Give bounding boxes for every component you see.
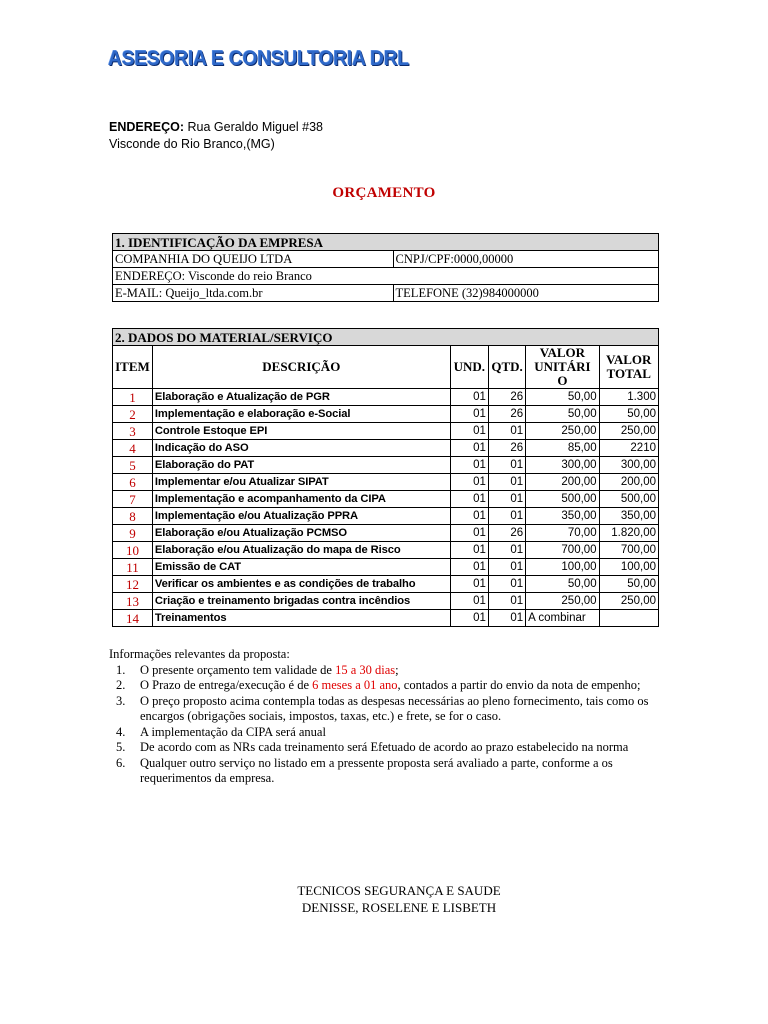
row-total-value: 300,00 bbox=[599, 457, 658, 474]
row-description: Implementação e elaboração e-Social bbox=[152, 406, 450, 423]
row-item-number: 5 bbox=[113, 457, 153, 474]
table-row bbox=[113, 525, 659, 542]
row-description: Emissão de CAT bbox=[152, 559, 450, 576]
info-item-number: 1. bbox=[116, 662, 126, 677]
row-unit-value: 300,00 bbox=[526, 457, 599, 474]
table-row bbox=[113, 576, 659, 593]
table-row bbox=[113, 406, 659, 423]
info-item-number: 4. bbox=[116, 724, 126, 739]
row-quantity: 26 bbox=[488, 406, 525, 423]
table-row bbox=[113, 610, 659, 627]
row-quantity: 26 bbox=[488, 389, 525, 406]
info-item-text-end: ; bbox=[395, 662, 399, 677]
row-total-value: 2210 bbox=[599, 440, 658, 457]
row-unit: 01 bbox=[450, 474, 488, 491]
row-description: Elaboração e Atualização de PGR bbox=[152, 389, 450, 406]
row-quantity: 01 bbox=[488, 508, 525, 525]
column-header-und: UND. bbox=[450, 346, 488, 389]
column-header-item: ITEM bbox=[113, 346, 153, 389]
signature-line-1: TECNICOS SEGURANÇA E SAUDE bbox=[297, 883, 501, 898]
row-unit: 01 bbox=[450, 457, 488, 474]
company-logo: ASESORIA E CONSULTORIA DRL bbox=[108, 47, 409, 70]
row-unit: 01 bbox=[450, 610, 488, 627]
row-item-number: 7 bbox=[113, 491, 153, 508]
row-unit-value: 250,00 bbox=[526, 423, 599, 440]
column-header-valor-unitario: VALOR UNITÁRI O bbox=[526, 346, 599, 389]
address-street: Rua Geraldo Miguel #38 bbox=[184, 120, 323, 134]
row-unit: 01 bbox=[450, 440, 488, 457]
row-unit: 01 bbox=[450, 491, 488, 508]
row-total-value: 200,00 bbox=[599, 474, 658, 491]
row-unit: 01 bbox=[450, 525, 488, 542]
row-unit: 01 bbox=[450, 423, 488, 440]
row-quantity: 26 bbox=[488, 440, 525, 457]
row-description: Treinamentos bbox=[152, 610, 450, 627]
row-description: Elaboração e/ou Atualização do mapa de Risco bbox=[152, 542, 450, 559]
row-item-number: 14 bbox=[113, 610, 153, 627]
row-quantity: 01 bbox=[488, 559, 525, 576]
row-unit-value: 85,00 bbox=[526, 440, 599, 457]
table-row bbox=[113, 491, 659, 508]
row-total-value: 250,00 bbox=[599, 423, 658, 440]
info-item-text: De acordo com as NRs cada treinamento será Efetuado de acordo ao prazo estabelecido na norma bbox=[140, 740, 629, 754]
info-item-text: Qualquer outro serviço no listado em a pressente proposta será avaliado a parte, conforme a os requerimentos da empresa. bbox=[140, 755, 613, 785]
row-total-value: 100,00 bbox=[599, 559, 658, 576]
row-item-number: 12 bbox=[113, 576, 153, 593]
company-cnpj: CNPJ/CPF:0000,00000 bbox=[393, 251, 658, 268]
info-item-number: 2. bbox=[116, 678, 126, 692]
row-item-number: 13 bbox=[113, 593, 153, 610]
info-item bbox=[109, 740, 661, 756]
row-unit: 01 bbox=[450, 542, 488, 559]
row-description: Criação e treinamento brigadas contra incêndios bbox=[152, 593, 450, 610]
row-unit-value: 500,00 bbox=[526, 491, 599, 508]
row-unit: 01 bbox=[450, 559, 488, 576]
row-unit-value: 100,00 bbox=[526, 559, 599, 576]
row-quantity: 01 bbox=[488, 593, 525, 610]
row-quantity: 01 bbox=[488, 542, 525, 559]
row-total-value: 50,00 bbox=[599, 406, 658, 423]
info-item bbox=[109, 678, 661, 694]
row-total-value: 50,00 bbox=[599, 576, 658, 593]
column-header-descricao: DESCRIÇÃO bbox=[152, 346, 450, 389]
info-list bbox=[109, 663, 661, 787]
row-unit-value: 200,00 bbox=[526, 474, 599, 491]
row-quantity: 01 bbox=[488, 491, 525, 508]
row-quantity: 01 bbox=[488, 457, 525, 474]
company-identification-table bbox=[112, 233, 659, 302]
info-item-number: 3. bbox=[116, 693, 126, 708]
info-heading: Informações relevantes da proposta: bbox=[109, 647, 290, 661]
signature-line-2: DENISSE, ROSELENE E LISBETH bbox=[301, 900, 497, 915]
material-service-table bbox=[112, 328, 659, 627]
row-unit-value: 250,00 bbox=[526, 593, 599, 610]
row-item-number: 6 bbox=[113, 474, 153, 491]
row-unit-value: 50,00 bbox=[526, 389, 599, 406]
table-row bbox=[113, 559, 659, 576]
row-total-value bbox=[599, 610, 658, 627]
info-item-text: O preço proposto acima contempla todas as despesas necessárias ao pleno fornecimento, tais como os encargos (obrigações sociais, impostos, taxas, etc.) e frete, se for o caso. bbox=[140, 693, 649, 723]
row-description: Elaboração e/ou Atualização PCMSO bbox=[152, 525, 450, 542]
row-item-number: 10 bbox=[113, 542, 153, 559]
row-total-value: 700,00 bbox=[599, 542, 658, 559]
column-header-qtd: QTD. bbox=[488, 346, 525, 389]
info-item-text-end: , contados a partir do envio da nota de empenho; bbox=[397, 678, 641, 692]
row-total-value: 500,00 bbox=[599, 491, 658, 508]
info-item-highlight: 6 meses a 01 ano bbox=[312, 678, 398, 692]
row-unit-value: 700,00 bbox=[526, 542, 599, 559]
row-item-number: 9 bbox=[113, 525, 153, 542]
info-item bbox=[109, 756, 661, 787]
row-total-value: 350,00 bbox=[599, 508, 658, 525]
row-description: Controle Estoque EPI bbox=[152, 423, 450, 440]
signature-block bbox=[0, 882, 768, 916]
row-total-value: 1.300 bbox=[599, 389, 658, 406]
info-item-text: O presente orçamento tem validade de bbox=[140, 662, 336, 677]
info-item-number: 5. bbox=[116, 740, 126, 754]
company-section-header: 1. IDENTIFICAÇÃO DA EMPRESA bbox=[113, 234, 659, 251]
row-description: Elaboração do PAT bbox=[152, 457, 450, 474]
row-unit: 01 bbox=[450, 389, 488, 406]
row-unit-value: 70,00 bbox=[526, 525, 599, 542]
company-email: E-MAIL: Queijo_ltda.com.br bbox=[113, 285, 394, 302]
info-item-highlight: 15 a 30 dias bbox=[335, 662, 396, 677]
table-row bbox=[113, 542, 659, 559]
table-row bbox=[113, 423, 659, 440]
info-item bbox=[109, 725, 661, 741]
row-unit: 01 bbox=[450, 508, 488, 525]
company-address: ENDEREÇO: Visconde do reio Branco bbox=[113, 268, 659, 285]
row-item-number: 1 bbox=[113, 389, 153, 406]
row-total-value: 1.820,00 bbox=[599, 525, 658, 542]
row-quantity: 01 bbox=[488, 610, 525, 627]
row-item-number: 3 bbox=[113, 423, 153, 440]
row-unit-value: 350,00 bbox=[526, 508, 599, 525]
table-row bbox=[113, 389, 659, 406]
row-total-value: 250,00 bbox=[599, 593, 658, 610]
table-row bbox=[113, 593, 659, 610]
row-item-number: 4 bbox=[113, 440, 153, 457]
address-city: Visconde do Rio Branco,(MG) bbox=[109, 137, 275, 151]
row-unit: 01 bbox=[450, 406, 488, 423]
row-unit: 01 bbox=[450, 576, 488, 593]
company-phone: TELEFONE (32)984000000 bbox=[393, 285, 658, 302]
table-row bbox=[113, 457, 659, 474]
company-name: COMPANHIA DO QUEIJO LTDA bbox=[113, 251, 394, 268]
row-quantity: 01 bbox=[488, 576, 525, 593]
table-row bbox=[113, 440, 659, 457]
row-description: Indicação do ASO bbox=[152, 440, 450, 457]
column-header-valor-total: VALOR TOTAL bbox=[599, 346, 658, 389]
row-item-number: 2 bbox=[113, 406, 153, 423]
row-unit: 01 bbox=[450, 593, 488, 610]
info-item bbox=[109, 663, 661, 679]
row-item-number: 11 bbox=[113, 559, 153, 576]
info-item-text: O Prazo de entrega/execução é de bbox=[140, 678, 313, 692]
row-unit-value: A combinar bbox=[526, 610, 599, 627]
row-description: Implementação e acompanhamento da CIPA bbox=[152, 491, 450, 508]
row-description: Implementar e/ou Atualizar SIPAT bbox=[152, 474, 450, 491]
info-item bbox=[109, 694, 661, 725]
table-row bbox=[113, 508, 659, 525]
row-quantity: 01 bbox=[488, 423, 525, 440]
material-section-header: 2. DADOS DO MATERIAL/SERVIÇO bbox=[113, 329, 659, 346]
table-row bbox=[113, 474, 659, 491]
row-quantity: 26 bbox=[488, 525, 525, 542]
document-title: ORÇAMENTO bbox=[332, 185, 436, 201]
row-description: Verificar os ambientes e as condições de trabalho bbox=[152, 576, 450, 593]
row-unit-value: 50,00 bbox=[526, 576, 599, 593]
proposal-information bbox=[109, 647, 661, 787]
address-block bbox=[109, 119, 323, 153]
info-item-text: A implementação da CIPA será anual bbox=[140, 724, 326, 739]
row-unit-value: 50,00 bbox=[526, 406, 599, 423]
info-item-number: 6. bbox=[116, 755, 126, 770]
address-label: ENDEREÇO: bbox=[109, 120, 185, 134]
row-description: Implementação e/ou Atualização PPRA bbox=[152, 508, 450, 525]
row-quantity: 01 bbox=[488, 474, 525, 491]
row-item-number: 8 bbox=[113, 508, 153, 525]
